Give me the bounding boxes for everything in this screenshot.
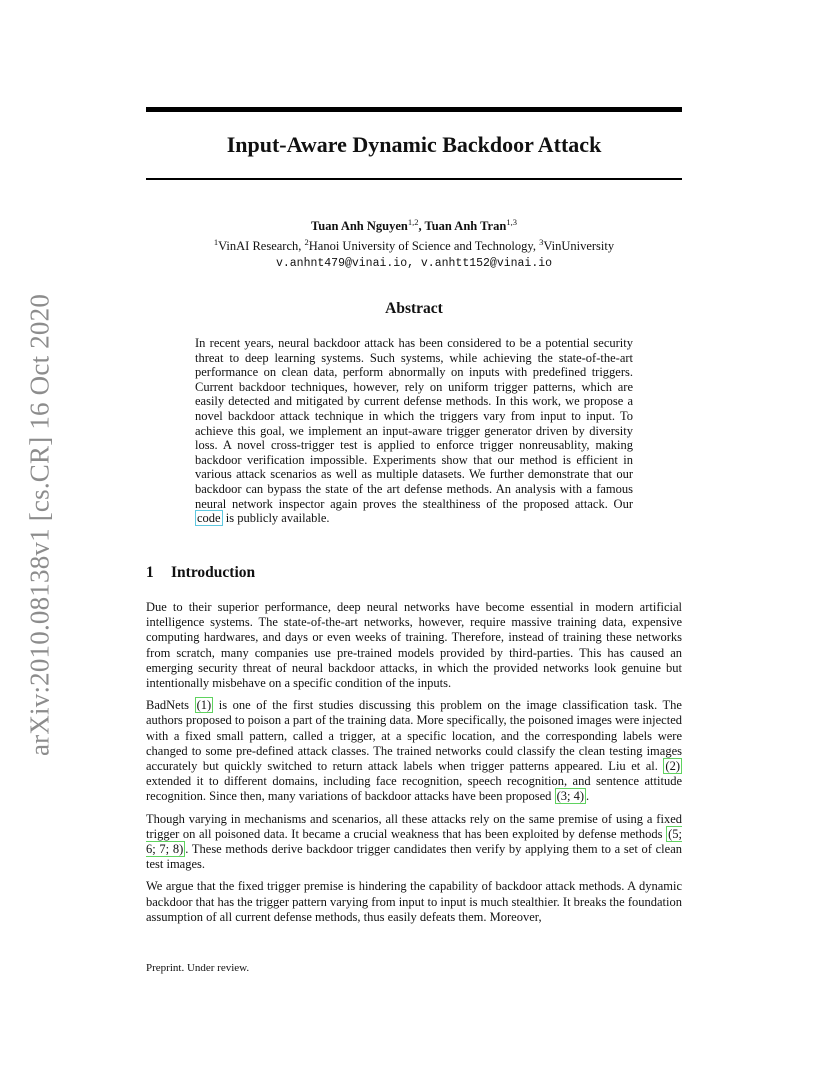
affiliation-3-marker: 3 (539, 237, 544, 248)
citation-link[interactable]: (1) (196, 698, 212, 713)
introduction-body (146, 600, 682, 932)
author-1: Tuan Anh Nguyen (311, 219, 408, 234)
affiliation-2-marker: 2 (304, 237, 309, 248)
paragraph-4: We argue that the fixed trigger premise is hindering the capability of backdoor attack methods. A dynamic backdoor that has the trigger pattern varying from input to input is much stealthier. It breaks the foundation assumption of all current defense methods, thus easily defeats them. Moreover, (146, 879, 682, 924)
paragraph-3 (146, 812, 682, 873)
abstract-text (195, 336, 633, 526)
section-title: Introduction (171, 564, 256, 581)
citation-link[interactable]: (3; 4) (556, 789, 584, 804)
citation-link[interactable]: (2) (665, 759, 680, 774)
page-footer: Preprint. Under review. (146, 962, 250, 974)
citation-link[interactable]: (5; 6; 7; 8) (146, 826, 682, 857)
paper-title: Input-Aware Dynamic Backdoor Attack (226, 132, 602, 157)
affiliation-3: VinUniversity (543, 239, 615, 254)
paragraph-2-text-d: . (586, 789, 590, 804)
affiliations (146, 234, 682, 254)
author-2-affiliation-marker: 1,3 (506, 217, 517, 227)
paragraph-2-text-c: extended it to different domains, including face recognition, speech recognition, and sentence attitude recognition. Since then, many variations of backdoor attacks have been proposed (146, 774, 682, 804)
affiliation-2: Hanoi University of Science and Technology, (308, 239, 540, 254)
paragraph-3-text-b: . These methods derive backdoor trigger candidates then verify by applying them to a set of clean test images. (146, 842, 683, 872)
paragraph-2 (146, 698, 682, 804)
title-top-rule (146, 107, 682, 112)
title-bottom-rule (146, 178, 682, 180)
email-1: v.anhnt479@vinai.io (275, 257, 408, 271)
paragraph-1: Due to their superior performance, deep neural networks have become essential in modern artificial intelligence systems. The state-of-the-art networks, however, require massive training data, expensive computing hardwares, and days or even weeks of training. Therefore, instead of training these networks from scratch, many companies use pre-trained models provided by third-parties. This has caused an emerging security threat of neural backdoor attacks, in which the provided networks look genuine but intentionally misbehave on a specific condition of the inputs. (146, 600, 682, 691)
email-2: v.anhtt152@vinai.io (420, 257, 553, 271)
author-names (146, 214, 682, 234)
arxiv-identifier-stamp (22, 290, 58, 760)
affiliation-1: VinAI Research, (218, 239, 305, 254)
abstract-body: In recent years, neural backdoor attack has been considered to be a potential security threat to deep learning systems. Such systems, while achieving the state-of-the-art performance on clean data, perform abnormally on inputs with predefined triggers. Current backdoor techniques, however, rely on uniform trigger patterns, which are easily detected and mitigated by current defense methods. In this work, we propose a novel backdoor attack technique in which the triggers vary from input to input. To achieve this goal, we implement an input-aware trigger generator driven by diversity loss. A novel cross-trigger test is applied to enforce trigger nonreusablity, making backdoor verification impossible. Experiments show that our method is efficient in various attack scenarios as well as multiple datasets. We further demonstrate that our backdoor can bypass the state of the art defense methods. An analysis with a famous neural network inspector again proves the stealthiness of the proposed attack. Our (195, 336, 633, 511)
paragraph-3-text-a: Though varying in mechanisms and scenarios, all these attacks rely on the same premise of using a fixed trigger on all poisoned data. It became a crucial weakness that has been exploited by defense methods (146, 811, 682, 841)
paragraph-2-text-a: BadNets (146, 698, 195, 713)
abstract-heading: Abstract (385, 300, 443, 317)
author-separator: , (418, 219, 425, 234)
author-emails: v.anhnt479@vinai.io, v.anhtt152@vinai.io (275, 257, 553, 271)
section-heading-introduction (146, 564, 255, 582)
code-link[interactable]: code (197, 511, 221, 526)
paragraph-2-text-b: is one of the first studies discussing this problem on the image classification task. The authors proposed to poison a part of the training data. More specifically, the poisoned images were injected with a fixed small pattern, called a trigger, at a specific location, and the corresponding labels were changed to some pre-defined attack classes. The trained networks could classify the clean testing images accurately but quickly switched to return attack labels when trigger patterns appeared. Liu et al. (146, 698, 682, 774)
section-number: 1 (146, 564, 154, 581)
abstract-tail: is publicly available. (222, 511, 330, 526)
author-1-affiliation-marker: 1,2 (407, 217, 419, 227)
author-block (146, 214, 682, 272)
affiliation-1-marker: 1 (213, 237, 219, 248)
author-2: Tuan Anh Tran (424, 219, 507, 234)
arxiv-identifier-text: arXiv:2010.08138v1 [cs.CR] 16 Oct 2020 (24, 293, 55, 757)
